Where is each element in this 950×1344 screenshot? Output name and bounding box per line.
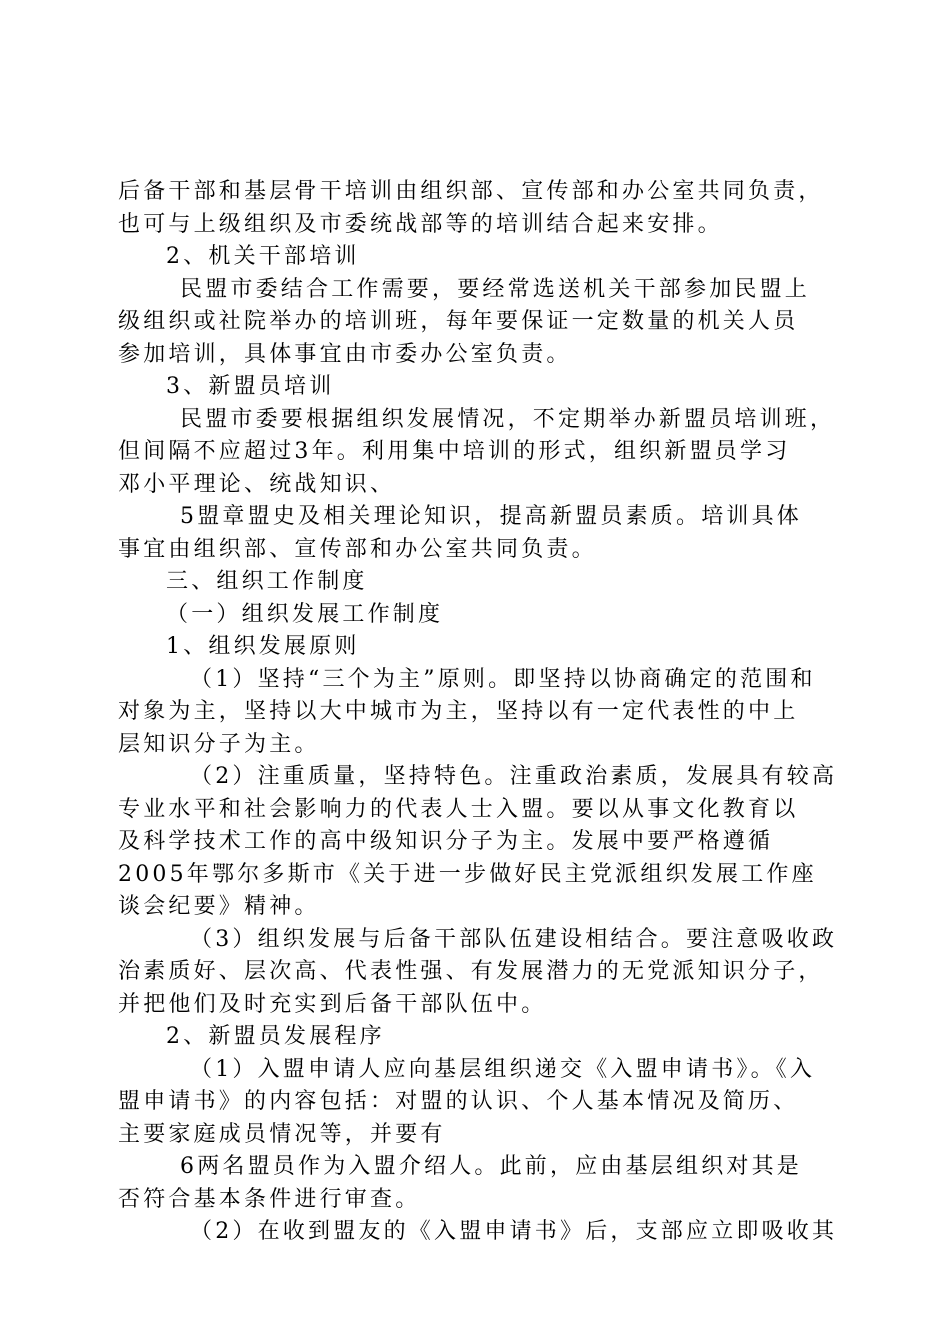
section-heading: （一）组织发展工作制度 bbox=[166, 601, 444, 627]
section-heading: 3、新盟员培训 bbox=[166, 374, 335, 399]
text-line: 2005年鄂尔多斯市《关于进一步做好民主党派组织发展工作座 bbox=[118, 861, 817, 887]
document-body bbox=[118, 176, 838, 1249]
text-line: 邓小平理论、统战知识、 bbox=[118, 471, 396, 497]
text-line: 治素质好、层次高、代表性强、有发展潜力的无党派知识分子， bbox=[118, 959, 824, 984]
section-heading: 2、机关干部培训 bbox=[166, 244, 360, 269]
text-line: （2）注重质量，坚持特色。注重政治素质，发展具有较高 bbox=[190, 764, 838, 789]
text-line: 6两名盟员作为入盟介绍人。此前，应由基层组织对其是 bbox=[180, 1154, 802, 1179]
text-line: 也可与上级组织及市委统战部等的培训结合起来安排。 bbox=[118, 211, 723, 237]
text-line: （3）组织发展与后备干部队伍建设相结合。要注意吸收政 bbox=[190, 926, 838, 952]
text-line: 谈会纪要》精神。 bbox=[118, 894, 320, 919]
text-line: （2）在收到盟友的《入盟申请书》后，支部应立即吸收其 bbox=[190, 1219, 838, 1244]
text-line: （1）坚持“三个为主”原则。即坚持以协商确定的范围和 bbox=[190, 666, 816, 692]
text-line: 事宜由组织部、宣传部和办公室共同负责。 bbox=[118, 536, 597, 562]
text-line: 民盟市委要根据组织发展情况，不定期举办新盟员培训班， bbox=[180, 406, 836, 432]
text-line: 层知识分子为主。 bbox=[118, 731, 320, 757]
text-line: 及科学技术工作的高中级知识分子为主。发展中要严格遵循 bbox=[118, 829, 774, 854]
text-line: 5盟章盟史及相关理论知识，提高新盟员素质。培训具体 bbox=[180, 504, 802, 529]
text-line: 对象为主，坚持以大中城市为主，坚持以有一定代表性的中上 bbox=[118, 699, 799, 724]
text-line: 民盟市委结合工作需要，要经常选送机关干部参加民盟上 bbox=[180, 276, 811, 302]
section-heading: 2、新盟员发展程序 bbox=[166, 1024, 385, 1049]
text-line: 否符合基本条件进行审查。 bbox=[118, 1186, 421, 1212]
text-line: 但间隔不应超过3年。利用集中培训的形式，组织新盟员学习 bbox=[118, 439, 791, 464]
text-line: 主要家庭成员情况等，并要有 bbox=[118, 1121, 446, 1147]
section-heading: 1、组织发展原则 bbox=[166, 634, 360, 659]
text-line: 后备干部和基层骨干培训由组织部、宣传部和办公室共同负责， bbox=[118, 179, 824, 204]
text-line: （1）入盟申请人应向基层组织递交《入盟申请书》。《入 bbox=[190, 1056, 816, 1082]
section-heading: 三、组织工作制度 bbox=[166, 569, 368, 594]
text-line: 级组织或社院举办的培训班，每年要保证一定数量的机关人员 bbox=[118, 309, 799, 334]
text-line: 盟申请书》的内容包括：对盟的认识、个人基本情况及简历、 bbox=[118, 1089, 799, 1114]
text-line: 并把他们及时充实到后备干部队伍中。 bbox=[118, 991, 547, 1017]
text-line: 参加培训，具体事宜由市委办公室负责。 bbox=[118, 341, 572, 367]
text-line: 专业水平和社会影响力的代表人士入盟。要以从事文化教育以 bbox=[118, 796, 799, 822]
